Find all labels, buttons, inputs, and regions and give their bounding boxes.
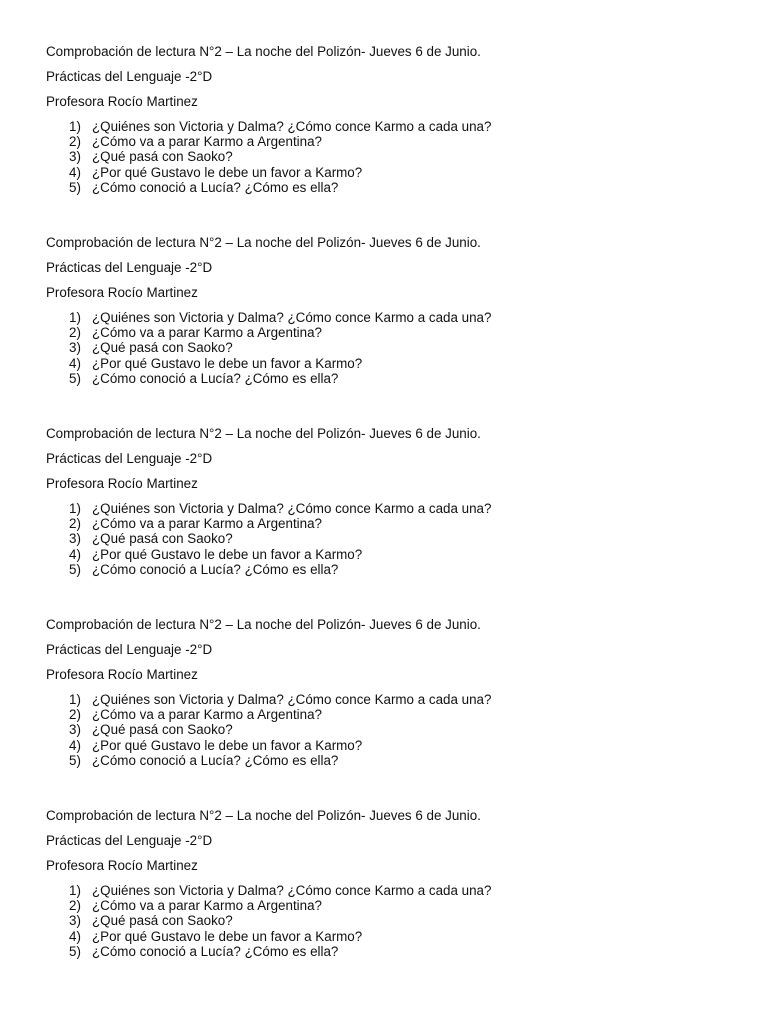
question-text: ¿Por qué Gustavo le debe un favor a Karmo? [92, 737, 363, 753]
question-text: ¿Cómo va a parar Karmo a Argentina? [92, 325, 322, 341]
question-number: 4) [69, 355, 81, 371]
question-number: 5) [69, 179, 81, 195]
question-number: 2) [69, 516, 81, 532]
question-number: 3) [69, 722, 81, 738]
block-teacher: Profesora Rocío Martinez [46, 858, 198, 873]
question-number: 3) [69, 913, 81, 929]
block-teacher: Profesora Rocío Martinez [46, 476, 198, 491]
block-teacher: Profesora Rocío Martinez [46, 285, 198, 300]
question-text: ¿Cómo conoció a Lucía? ¿Cómo es ella? [92, 561, 339, 577]
question-number: 5) [69, 370, 81, 386]
question-text: ¿Qué pasá con Saoko? [92, 722, 233, 738]
question-number: 4) [69, 737, 81, 753]
question-text: ¿Por qué Gustavo le debe un favor a Karmo? [92, 928, 363, 944]
question-text: ¿Qué pasá con Saoko? [92, 531, 233, 547]
block-title: Comprobación de lectura N°2 – La noche del Polizón- Jueves 6 de Junio. [46, 808, 481, 823]
block-teacher: Profesora Rocío Martinez [46, 94, 198, 109]
question-number: 1) [69, 692, 81, 707]
question-number: 1) [69, 501, 81, 516]
question-text: ¿Qué pasá con Saoko? [92, 149, 233, 165]
question-text: ¿Cómo va a parar Karmo a Argentina? [92, 898, 322, 914]
question-text: ¿Por qué Gustavo le debe un favor a Karmo? [92, 164, 363, 180]
question-number: 1) [69, 119, 81, 134]
question-text: ¿Cómo conoció a Lucía? ¿Cómo es ella? [92, 943, 339, 959]
question-number: 2) [69, 707, 81, 723]
block-subject: Prácticas del Lenguaje -2°D [46, 451, 213, 466]
question-text: ¿Quiénes son Victoria y Dalma? ¿Cómo conce Karmo a cada una? [92, 310, 492, 325]
question-text: ¿Por qué Gustavo le debe un favor a Karmo? [92, 546, 363, 562]
question-text: ¿Qué pasá con Saoko? [92, 340, 233, 356]
question-number: 4) [69, 164, 81, 180]
question-number: 1) [69, 310, 81, 325]
question-text: ¿Cómo conoció a Lucía? ¿Cómo es ella? [92, 752, 339, 768]
question-number: 5) [69, 561, 81, 577]
question-number: 2) [69, 898, 81, 914]
question-number: 4) [69, 546, 81, 562]
question-number: 5) [69, 752, 81, 768]
block-title: Comprobación de lectura N°2 – La noche del Polizón- Jueves 6 de Junio. [46, 235, 481, 250]
question-text: ¿Quiénes son Victoria y Dalma? ¿Cómo conce Karmo a cada una? [92, 119, 492, 134]
question-text: ¿Quiénes son Victoria y Dalma? ¿Cómo conce Karmo a cada una? [92, 501, 492, 516]
question-text: ¿Cómo va a parar Karmo a Argentina? [92, 516, 322, 532]
question-number: 2) [69, 134, 81, 150]
block-subject: Prácticas del Lenguaje -2°D [46, 833, 213, 848]
question-number: 3) [69, 531, 81, 547]
question-text: ¿Cómo va a parar Karmo a Argentina? [92, 134, 322, 150]
question-number: 2) [69, 325, 81, 341]
block-title: Comprobación de lectura N°2 – La noche del Polizón- Jueves 6 de Junio. [46, 44, 481, 59]
question-number: 4) [69, 928, 81, 944]
question-number: 1) [69, 883, 81, 898]
question-text: ¿Quiénes son Victoria y Dalma? ¿Cómo conce Karmo a cada una? [92, 883, 492, 898]
question-number: 3) [69, 340, 81, 356]
block-title: Comprobación de lectura N°2 – La noche del Polizón- Jueves 6 de Junio. [46, 426, 481, 441]
question-number: 3) [69, 149, 81, 165]
block-subject: Prácticas del Lenguaje -2°D [46, 260, 213, 275]
question-text: ¿Cómo conoció a Lucía? ¿Cómo es ella? [92, 179, 339, 195]
block-subject: Prácticas del Lenguaje -2°D [46, 642, 213, 657]
block-title: Comprobación de lectura N°2 – La noche del Polizón- Jueves 6 de Junio. [46, 617, 481, 632]
block-teacher: Profesora Rocío Martinez [46, 667, 198, 682]
question-number: 5) [69, 943, 81, 959]
question-text: ¿Quiénes son Victoria y Dalma? ¿Cómo conce Karmo a cada una? [92, 692, 492, 707]
question-text: ¿Cómo va a parar Karmo a Argentina? [92, 707, 322, 723]
question-text: ¿Por qué Gustavo le debe un favor a Karmo? [92, 355, 363, 371]
question-text: ¿Cómo conoció a Lucía? ¿Cómo es ella? [92, 370, 339, 386]
block-subject: Prácticas del Lenguaje -2°D [46, 69, 213, 84]
question-text: ¿Qué pasá con Saoko? [92, 913, 233, 929]
